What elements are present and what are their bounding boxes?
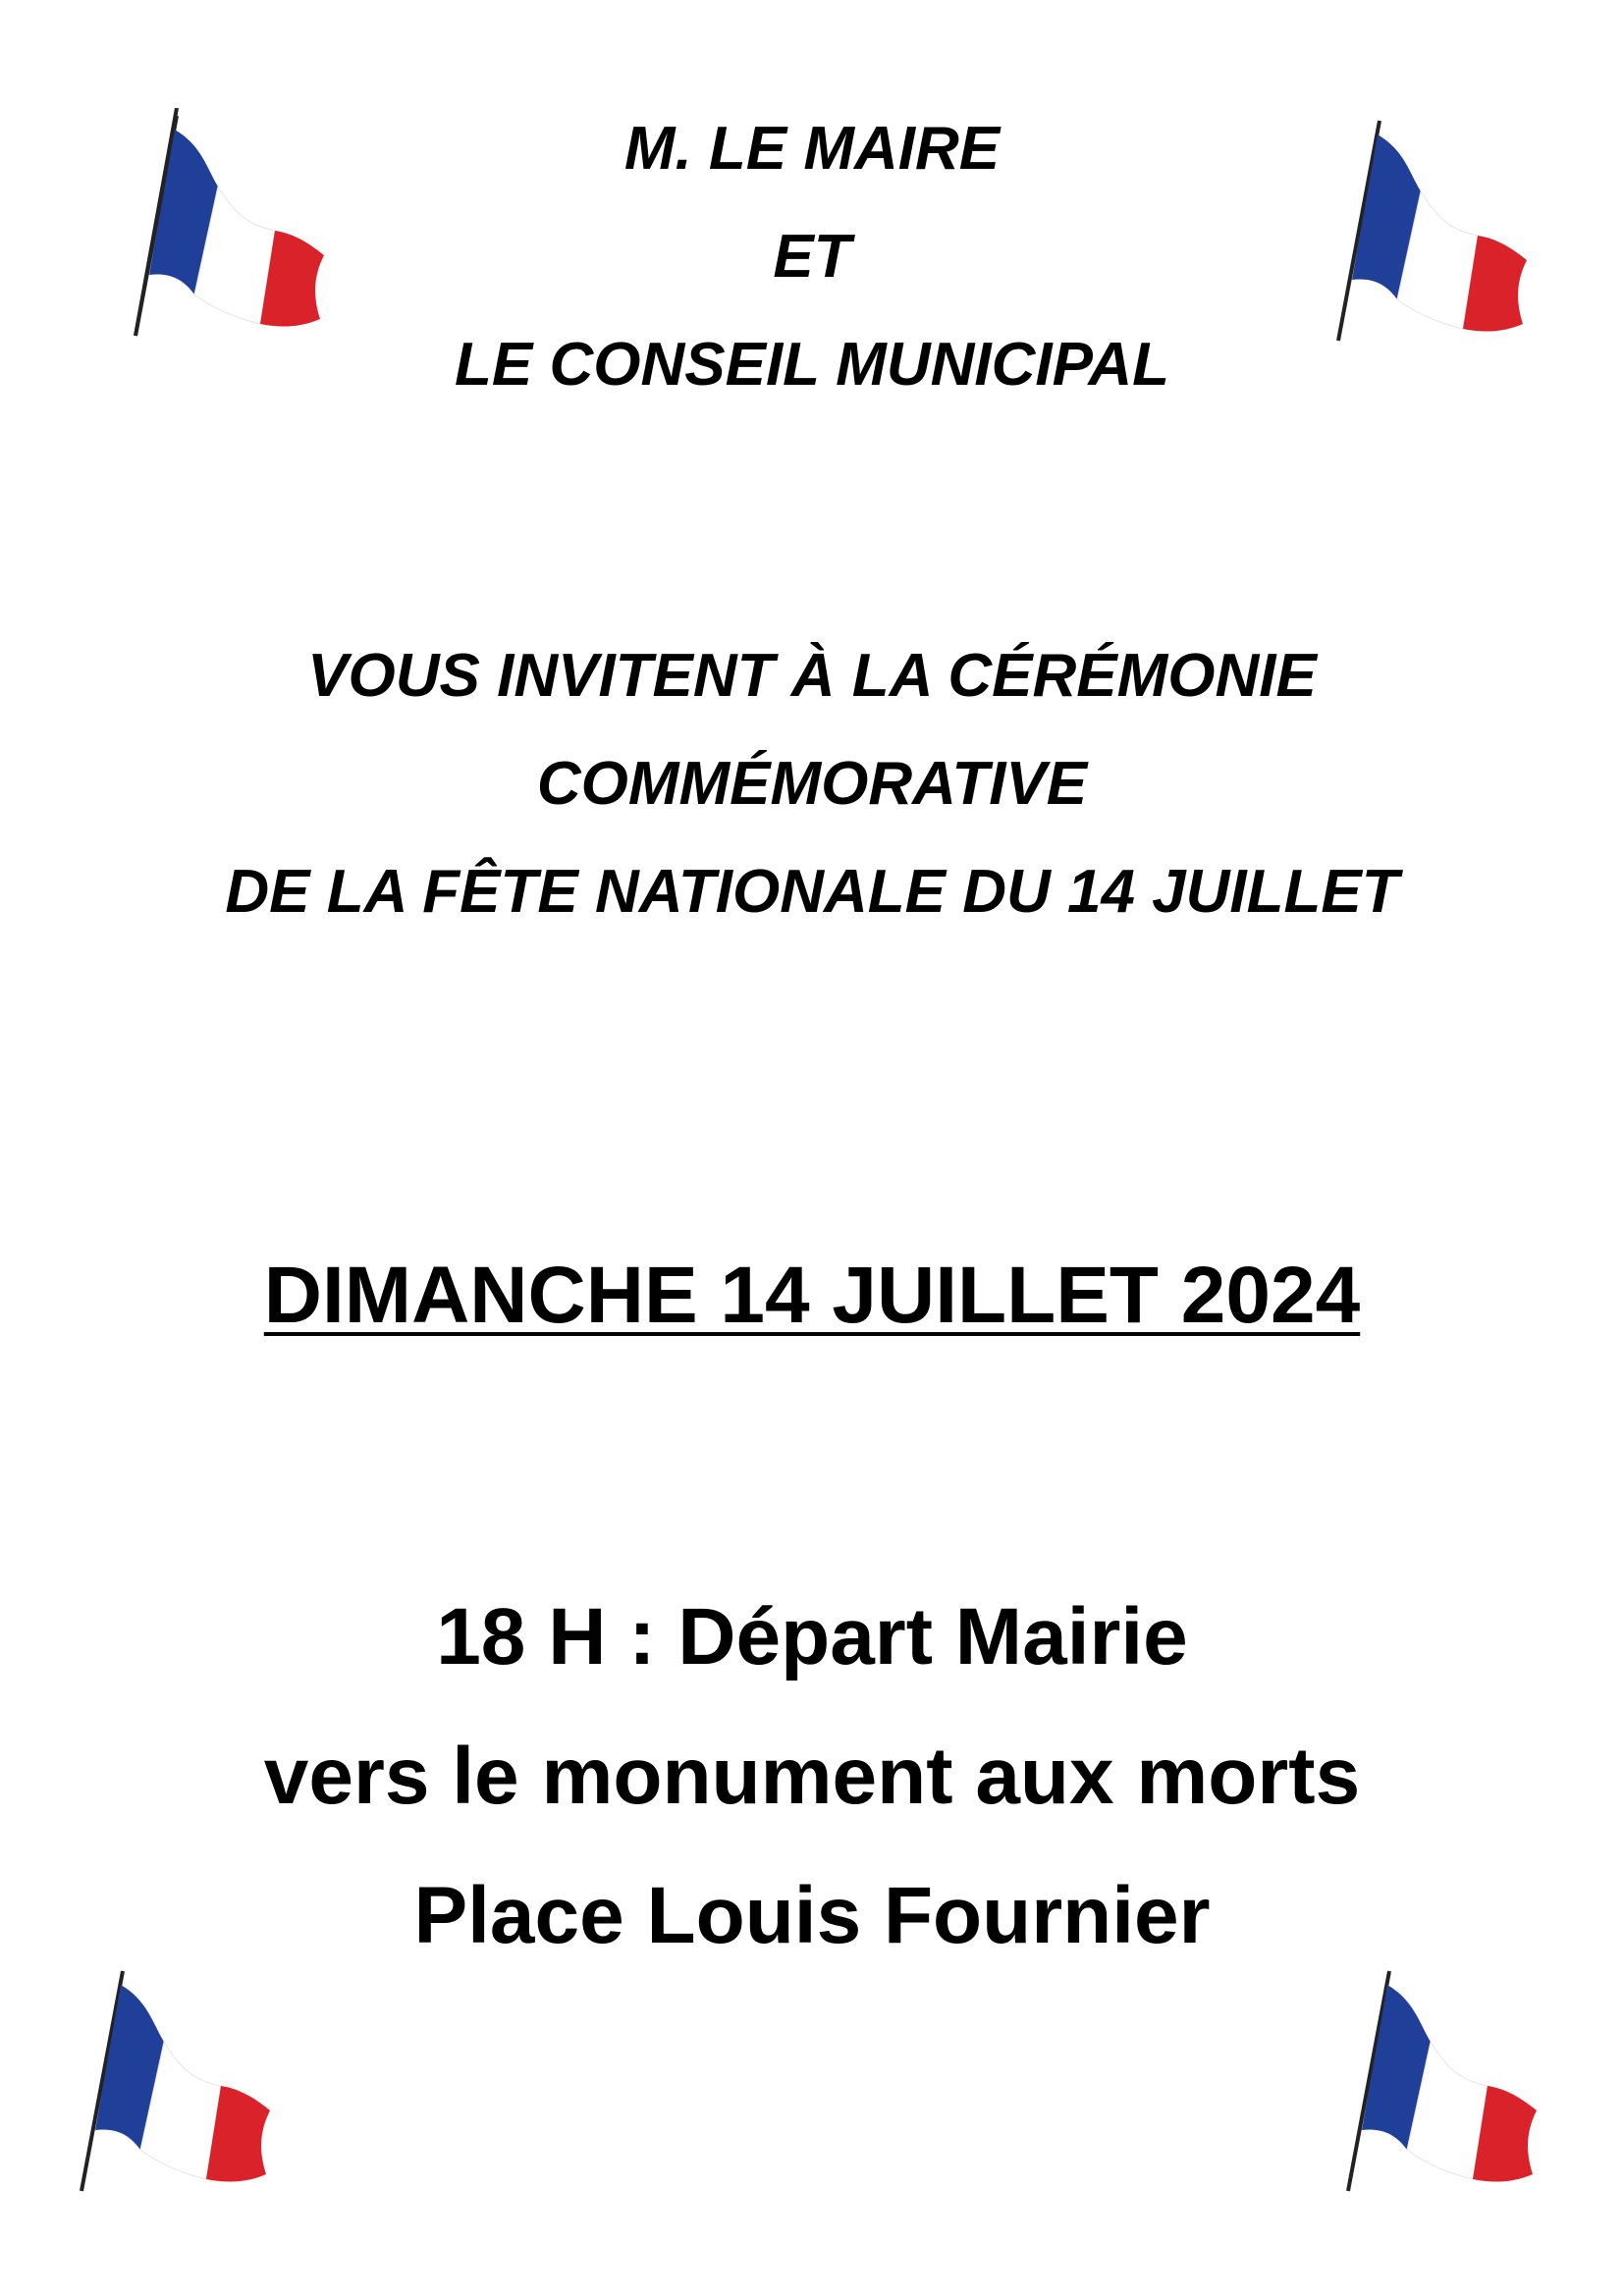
french-flag-icon — [1340, 1963, 1556, 2199]
header-line-council: LE CONSEIL MUNICIPAL — [455, 331, 1169, 399]
french-flag-icon — [1340, 1963, 1556, 2199]
header-line-mayor: M. LE MAIRE — [623, 115, 1001, 183]
invitation — [0, 622, 1624, 946]
header-line-and: ET — [773, 223, 851, 291]
invitation-line-3: DE LA FÊTE NATIONALE DU 14 JUILLET — [225, 858, 1399, 926]
french-flag-icon — [74, 1963, 290, 2199]
program-line-place: Place Louis Fournier — [413, 1871, 1211, 1960]
event-date — [0, 1242, 1624, 1350]
program-line-destination: vers le monument aux morts — [263, 1732, 1361, 1821]
french-flag-icon — [74, 1963, 290, 2199]
event-date-text: DIMANCHE 14 JUILLET 2024 — [263, 1251, 1361, 1340]
program — [0, 1568, 1624, 1986]
header — [0, 95, 1624, 419]
program-line-departure: 18 H : Départ Mairie — [436, 1592, 1188, 1682]
invitation-line-1: VOUS INVITENT À LA CÉRÉMONIE — [307, 642, 1317, 710]
invitation-line-2: COMMÉMORATIVE — [536, 750, 1088, 818]
